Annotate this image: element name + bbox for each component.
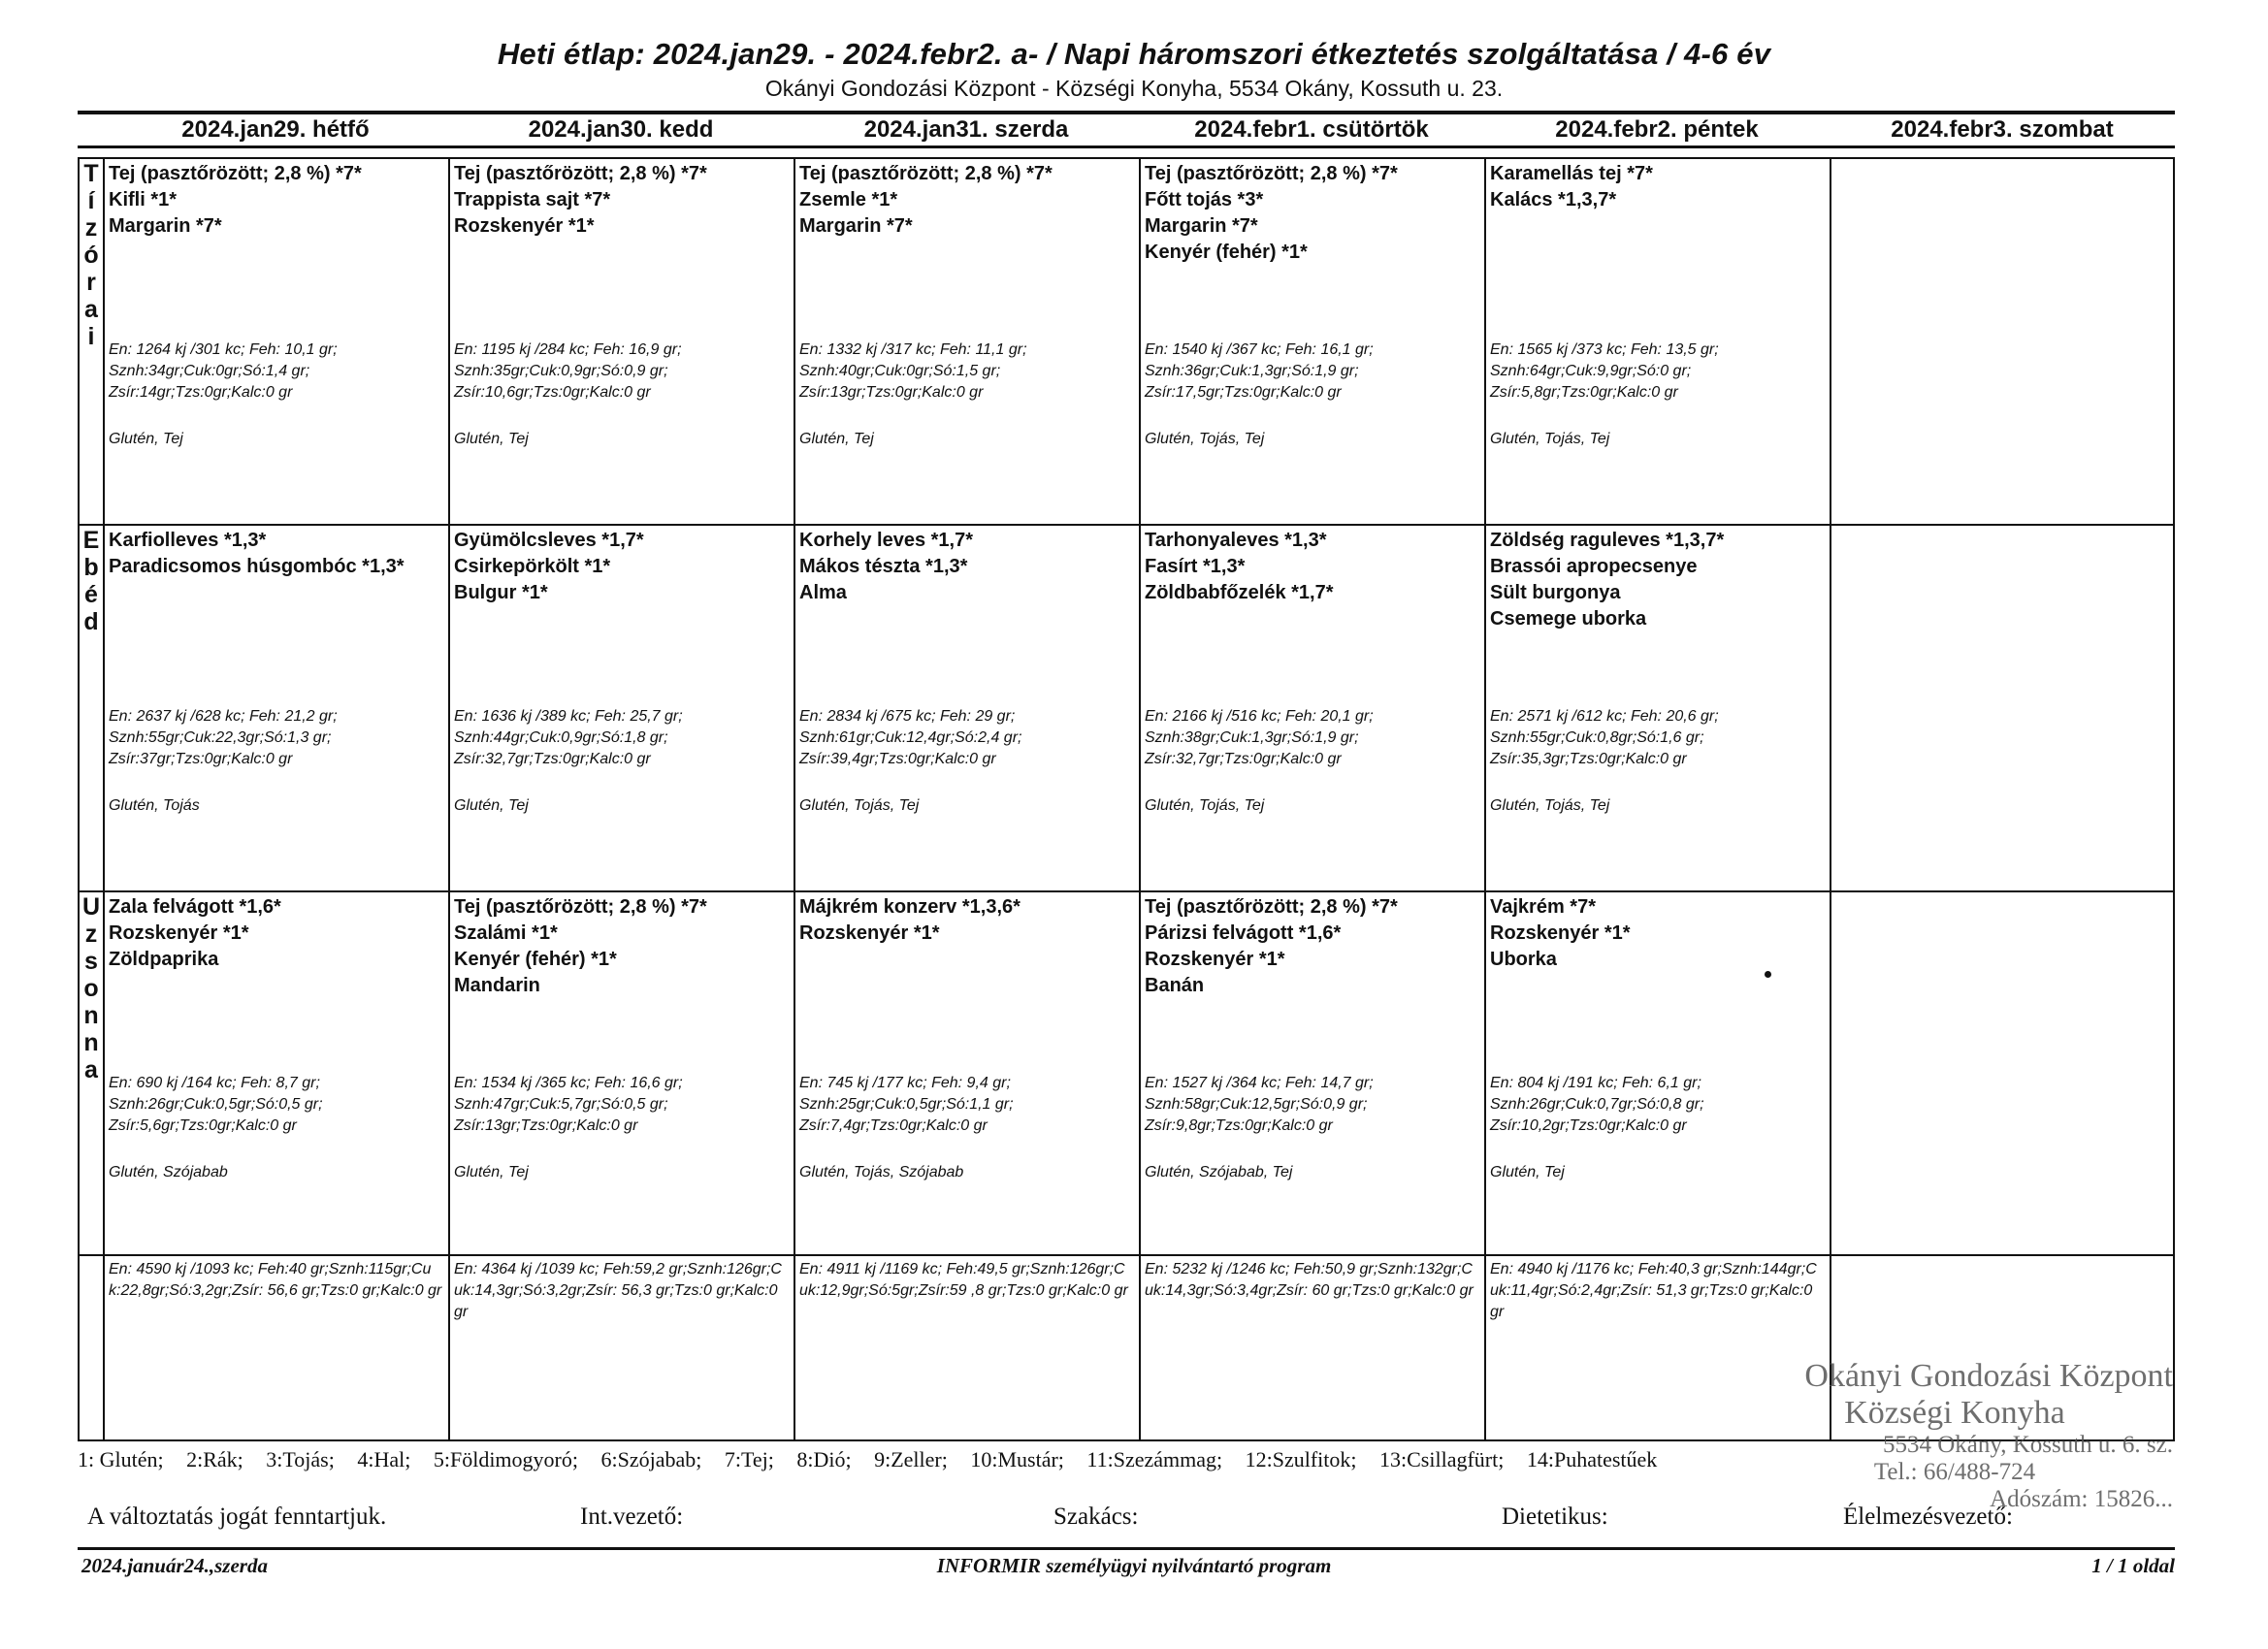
day-header: 2024.jan29. hétfő xyxy=(181,116,370,143)
menu-subtitle: Okányi Gondozási Központ - Községi Konyha, 5534 Okány, Kossuth u. 23. xyxy=(764,76,1504,101)
menu-cell xyxy=(450,159,792,522)
day-header-row xyxy=(78,115,2175,145)
dish-item: Bulgur *1* xyxy=(454,582,548,603)
dish-list xyxy=(454,894,788,999)
legend-item: 4:Hal; xyxy=(357,1447,411,1471)
dish-item: Tej (pasztőrözött; 2,8 %) *7* xyxy=(1145,896,1398,918)
menu-title: Heti étlap: 2024.jan29. - 2024.febr2. a- / Napi háromszori étkeztetés szolgáltatása / 4-6 év xyxy=(497,37,1771,71)
menu-cell xyxy=(1486,526,1828,889)
dish-item: Karamellás tej *7* xyxy=(1490,163,1653,184)
nutrition-info: En: 1534 kj /365 kc; Feh: 16,6 gr; Sznh:47gr;Cuk:5,7gr;Só:0,5 gr; Zsír:13gr;Tzs:0gr;Kalc:0 gr xyxy=(454,1075,683,1134)
allergen-list: Glutén, Tej xyxy=(454,797,529,814)
dish-item: Zöldség raguleves *1,3,7* xyxy=(1490,530,1725,551)
dish-list xyxy=(1145,528,1478,606)
dish-item: Főtt tojás *3* xyxy=(1145,189,1264,210)
dish-list xyxy=(109,894,442,973)
daily-total-cell: En: 4590 kj /1093 kc; Feh:40 gr;Sznh:115gr;Cuk:22,8gr;Só:3,2gr;Zsír: 56,6 gr;Tzs:0 gr;Kalc:0 gr xyxy=(109,1261,442,1299)
food-manager-signature-label: Élelmezésvezető: xyxy=(1843,1504,2013,1530)
menu-cell xyxy=(795,526,1137,889)
daily-total-cell: En: 4364 kj /1039 kc; Feh:59,2 gr;Sznh:126gr;Cuk:14,3gr;Só:3,2gr;Zsír: 56,3 gr;Tzs:0 gr;Kalc:0 gr xyxy=(454,1261,782,1320)
day-header: 2024.febr1. csütörtök xyxy=(1194,116,1429,143)
dish-item: Tej (pasztőrözött; 2,8 %) *7* xyxy=(454,896,707,918)
dish-item: Margarin *7* xyxy=(799,215,913,237)
nutrition-info: En: 690 kj /164 kc; Feh: 8,7 gr; Sznh:26gr;Cuk:0,5gr;Só:0,5 gr; Zsír:5,6gr;Tzs:0gr;Kalc:0 gr xyxy=(109,1075,323,1134)
allergen-list: Glutén, Tojás xyxy=(109,797,200,814)
nutrition-info: En: 2834 kj /675 kc; Feh: 29 gr; Sznh:61gr;Cuk:12,4gr;Só:2,4 gr; Zsír:39,4gr;Tzs:0gr;Kalc:0 gr xyxy=(799,708,1022,767)
institution-stamp: Okányi Gondozási Központ Községi Konyha 5534 Okány, Kossuth u. 6. sz. Tel.: 66/488-724 Adószám: 15826... xyxy=(1804,1358,2173,1512)
nutrition-info: En: 804 kj /191 kc; Feh: 6,1 gr; Sznh:26gr;Cuk:0,7gr;Só:0,8 gr; Zsír:10,2gr;Tzs:0gr;Kalc:0 gr xyxy=(1490,1075,1704,1134)
legend-item: 1: Glutén; xyxy=(78,1447,164,1471)
nutrition-info: En: 1527 kj /364 kc; Feh: 14,7 gr; Sznh:58gr;Cuk:12,5gr;Só:0,9 gr; Zsír:9,8gr;Tzs:0gr;Kalc:0 gr xyxy=(1145,1075,1374,1134)
dish-item: Korhely leves *1,7* xyxy=(799,530,973,551)
menu-cell xyxy=(1141,892,1482,1252)
menu-cell xyxy=(450,892,792,1252)
legend-item: 14:Puhatestűek xyxy=(1526,1447,1658,1471)
dish-list xyxy=(1490,528,1824,632)
print-date: 2024.január24.,szerda xyxy=(81,1554,268,1577)
header-rule xyxy=(78,111,2175,114)
dish-list xyxy=(799,528,1133,606)
menu-cell xyxy=(105,892,446,1252)
change-notice: A változtatás jogát fenntartjuk. xyxy=(87,1504,387,1530)
dish-item: Zsemle *1* xyxy=(799,189,898,210)
menu-cell xyxy=(1486,892,1828,1252)
director-signature-label: Int.vezető: xyxy=(580,1504,684,1530)
menu-cell xyxy=(795,892,1137,1252)
allergen-list: Glutén, Tojás, Szójabab xyxy=(799,1164,964,1180)
allergen-list: Glutén, Szójabab, Tej xyxy=(1145,1164,1293,1180)
meal-label-lunch: E b é d xyxy=(82,527,100,635)
dish-item: Banán xyxy=(1145,975,1205,996)
menu-cell xyxy=(1486,159,1828,522)
nutrition-info: En: 2166 kj /516 kc; Feh: 20,1 gr; Sznh:38gr;Cuk:1,3gr;Só:1,9 gr; Zsír:32,7gr;Tzs:0gr;Kalc:0 gr xyxy=(1145,708,1374,767)
dish-item: Tej (pasztőrözött; 2,8 %) *7* xyxy=(1145,163,1398,184)
dish-item: Rozskenyér *1* xyxy=(1490,922,1631,944)
column-divider xyxy=(1830,157,1831,1441)
menu-cell xyxy=(795,159,1137,522)
dish-item: Karfiolleves *1,3* xyxy=(109,530,267,551)
dish-item: Paradicsomos húsgombóc *1,3* xyxy=(109,556,405,577)
legend-item: 7:Tej; xyxy=(724,1447,774,1471)
dish-item: Zöldpaprika xyxy=(109,949,219,970)
dish-item: Margarin *7* xyxy=(109,215,222,237)
dietitian-signature-label: Dietetikus: xyxy=(1502,1504,1608,1530)
dish-item: Szalámi *1* xyxy=(454,922,558,944)
dish-item: Kifli *1* xyxy=(109,189,178,210)
daily-total-cell: En: 5232 kj /1246 kc; Feh:50,9 gr;Sznh:132gr;Cuk:14,3gr;Só:3,4gr;Zsír: 60 gr;Tzs:0 gr;Kalc:0 gr xyxy=(1145,1261,1474,1299)
nutrition-info: En: 2637 kj /628 kc; Feh: 21,2 gr; Sznh:55gr;Cuk:22,3gr;Só:1,3 gr; Zsír:37gr;Tzs:0gr;Kalc:0 gr xyxy=(109,708,338,767)
allergen-list: Glutén, Tojás, Tej xyxy=(1145,431,1265,447)
dish-item: Májkrém konzerv *1,3,6* xyxy=(799,896,1021,918)
dish-list xyxy=(799,894,1133,947)
legend-item: 2:Rák; xyxy=(186,1447,243,1471)
dish-item: Brassói apropecsenye xyxy=(1490,556,1698,577)
allergen-list: Glutén, Tej xyxy=(1490,1164,1565,1180)
nutrition-info: En: 1332 kj /317 kc; Feh: 11,1 gr; Sznh:40gr;Cuk:0gr;Só:1,5 gr; Zsír:13gr;Tzs:0gr;Kalc:0 gr xyxy=(799,341,1027,401)
dish-item: Kenyér (fehér) *1* xyxy=(1145,242,1308,263)
dish-item: Kalács *1,3,7* xyxy=(1490,189,1617,210)
legend-item: 12:Szulfitok; xyxy=(1245,1447,1357,1471)
allergen-list: Glutén, Tej xyxy=(454,431,529,447)
dish-item: Mákos tészta *1,3* xyxy=(799,556,968,577)
nutrition-info: En: 1565 kj /373 kc; Feh: 13,5 gr; Sznh:64gr;Cuk:9,9gr;Só:0 gr; Zsír:5,8gr;Tzs:0gr;Kalc:0 gr xyxy=(1490,341,1719,401)
allergen-list: Glutén, Tej xyxy=(799,431,874,447)
dish-list xyxy=(1490,894,1824,973)
dish-item: Tej (pasztőrözött; 2,8 %) *7* xyxy=(109,163,362,184)
day-header: 2024.febr3. szombat xyxy=(1891,116,2114,143)
day-header: 2024.jan31. szerda xyxy=(863,116,1069,143)
dish-item: Kenyér (fehér) *1* xyxy=(454,949,617,970)
nutrition-info: En: 1636 kj /389 kc; Feh: 25,7 gr; Sznh:44gr;Cuk:0,9gr;Só:1,8 gr; Zsír:32,7gr;Tzs:0gr;Kalc:0 gr xyxy=(454,708,683,767)
footer-rule xyxy=(78,1547,2175,1550)
menu-cell xyxy=(105,159,446,522)
dish-item: Sült burgonya xyxy=(1490,582,1621,603)
day-header-rule xyxy=(78,146,2175,148)
daily-total-cell: En: 4911 kj /1169 kc; Feh:49,5 gr;Sznh:126gr;Cuk:12,9gr;Só:5gr;Zsír:59 ,8 gr;Tzs:0 gr;Kalc:0 gr xyxy=(799,1261,1128,1299)
allergen-list: Glutén, Tojás, Tej xyxy=(799,797,920,814)
allergen-legend xyxy=(78,1447,2192,1472)
program-name: INFORMIR személyügyi nyilvántartó program xyxy=(936,1554,1332,1577)
day-header: 2024.febr2. péntek xyxy=(1555,116,1759,143)
dish-item: Trappista sajt *7* xyxy=(454,189,611,210)
nutrition-info: En: 2571 kj /612 kc; Feh: 20,6 gr; Sznh:55gr;Cuk:0,8gr;Só:1,6 gr; Zsír:35,3gr;Tzs:0gr;Kalc:0 gr xyxy=(1490,708,1719,767)
dish-item: Csemege uborka xyxy=(1490,608,1647,630)
menu-cell xyxy=(1141,159,1482,522)
allergen-list: Glutén, Tojás, Tej xyxy=(1145,797,1265,814)
legend-item: 10:Mustár; xyxy=(970,1447,1064,1471)
nutrition-info: En: 745 kj /177 kc; Feh: 9,4 gr; Sznh:25gr;Cuk:0,5gr;Só:1,1 gr; Zsír:7,4gr;Tzs:0gr;Kalc:0 gr xyxy=(799,1075,1014,1134)
dish-list xyxy=(454,528,788,606)
nutrition-info: En: 1264 kj /301 kc; Feh: 10,1 gr; Sznh:34gr;Cuk:0gr;Só:1,4 gr; Zsír:14gr;Tzs:0gr;Kalc:0 gr xyxy=(109,341,338,401)
dish-item: Rozskenyér *1* xyxy=(799,922,940,944)
dish-item: Tej (pasztőrözött; 2,8 %) *7* xyxy=(799,163,1053,184)
dish-item: Rozskenyér *1* xyxy=(1145,949,1285,970)
legend-item: 11:Szezámmag; xyxy=(1086,1447,1223,1471)
dish-item: Uborka xyxy=(1490,949,1557,970)
dish-item: Alma xyxy=(799,582,847,603)
dish-item: Zöldbabfőzelék *1,7* xyxy=(1145,582,1334,603)
dish-item: Mandarin xyxy=(454,975,540,996)
dish-list xyxy=(109,528,442,580)
dish-item: Csirkepörkölt *1* xyxy=(454,556,611,577)
allergen-list: Glutén, Tojás, Tej xyxy=(1490,797,1610,814)
dish-item: Rozskenyér *1* xyxy=(109,922,249,944)
nutrition-info: En: 1540 kj /367 kc; Feh: 16,1 gr; Sznh:36gr;Cuk:1,3gr;Só:1,9 gr; Zsír:17,5gr;Tzs:0gr;Kalc:0 gr xyxy=(1145,341,1374,401)
dish-item: Tej (pasztőrözött; 2,8 %) *7* xyxy=(454,163,707,184)
legend-item: 8:Dió; xyxy=(796,1447,852,1471)
dish-list xyxy=(1145,894,1478,999)
legend-item: 6:Szójabab; xyxy=(600,1447,702,1471)
legend-item: 3:Tojás; xyxy=(266,1447,335,1471)
cook-signature-label: Szakács: xyxy=(1053,1504,1139,1530)
legend-item: 9:Zeller; xyxy=(874,1447,948,1471)
meal-label-breakfast: T í z ó r a i xyxy=(83,160,99,350)
dish-list xyxy=(109,161,442,240)
allergen-list: Glutén, Tej xyxy=(109,431,183,447)
dish-list xyxy=(454,161,788,240)
allergen-list: Glutén, Szójabab xyxy=(109,1164,228,1180)
legend-item: 5:Földimogyoró; xyxy=(433,1447,578,1471)
dish-list xyxy=(1490,161,1824,213)
dish-item: Rozskenyér *1* xyxy=(454,215,595,237)
allergen-list: Glutén, Tej xyxy=(454,1164,529,1180)
menu-cell xyxy=(1141,526,1482,889)
row-divider xyxy=(78,1254,2175,1256)
allergen-list: Glutén, Tojás, Tej xyxy=(1490,431,1610,447)
meal-label-snack: U z s o n n a xyxy=(81,893,101,1083)
dish-list xyxy=(1145,161,1478,266)
menu-cell xyxy=(105,526,446,889)
day-header: 2024.jan30. kedd xyxy=(528,116,714,143)
nutrition-info: En: 1195 kj /284 kc; Feh: 16,9 gr; Sznh:35gr;Cuk:0,9gr;Só:0,9 gr; Zsír:10,6gr;Tzs:0gr;Kalc:0 gr xyxy=(454,341,682,401)
dish-list xyxy=(799,161,1133,240)
dish-item: Vajkrém *7* xyxy=(1490,896,1596,918)
dish-item: Tarhonyaleves *1,3* xyxy=(1145,530,1327,551)
dish-item: Zala felvágott *1,6* xyxy=(109,896,281,918)
dish-item: Gyümölcsleves *1,7* xyxy=(454,530,644,551)
ink-dot xyxy=(1765,971,1771,978)
page-number: 1 / 1 oldal xyxy=(2091,1554,2175,1577)
daily-total-cell: En: 4940 kj /1176 kc; Feh:40,3 gr;Sznh:144gr;Cuk:11,4gr;Só:2,4gr;Zsír: 51,3 gr;Tzs:0 gr;Kalc:0 gr xyxy=(1490,1261,1817,1320)
dish-item: Párizsi felvágott *1,6* xyxy=(1145,922,1342,944)
legend-item: 13:Csillagfürt; xyxy=(1379,1447,1505,1471)
menu-cell xyxy=(450,526,792,889)
dish-item: Margarin *7* xyxy=(1145,215,1258,237)
dish-item: Fasírt *1,3* xyxy=(1145,556,1246,577)
